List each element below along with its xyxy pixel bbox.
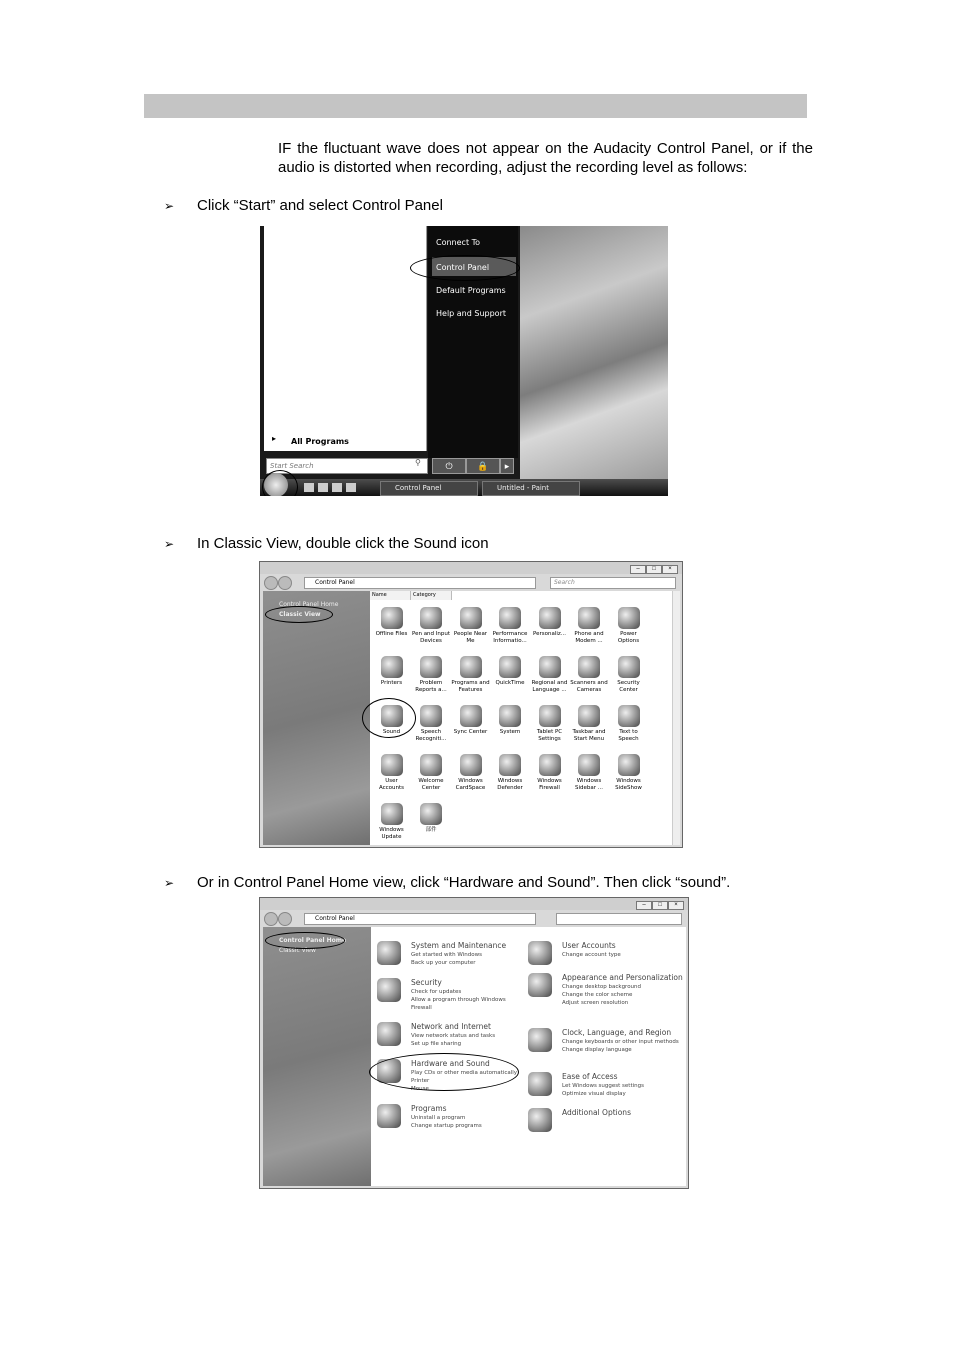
search-icon: ⚲ — [415, 458, 421, 467]
control-panel-item[interactable] — [570, 705, 609, 743]
control-panel-item[interactable] — [372, 656, 411, 687]
control-panel-item-label: Windows CardSpace — [455, 778, 486, 791]
power-button[interactable]: ⏻ — [432, 458, 466, 474]
control-panel-item[interactable] — [570, 754, 609, 792]
highlight-ellipse — [265, 606, 333, 623]
search-input[interactable] — [556, 913, 682, 925]
control-panel-item-label: Problem Reports a... — [415, 680, 447, 693]
minimize-button[interactable]: – — [636, 901, 652, 910]
category-sub-link[interactable]: Back up your computer — [411, 960, 476, 966]
control-panel-item-label: Speech Recogniti... — [415, 729, 447, 742]
control-panel-item[interactable] — [530, 656, 569, 694]
control-panel-item[interactable] — [609, 754, 648, 792]
control-panel-item-icon — [499, 754, 521, 776]
control-panel-item[interactable] — [412, 803, 451, 834]
control-panel-item-label: System — [499, 729, 521, 735]
control-panel-item[interactable] — [372, 803, 411, 841]
minimize-button[interactable]: – — [630, 565, 646, 574]
category-title-link[interactable]: Ease of Access — [562, 1072, 618, 1081]
window-titlebar — [260, 898, 688, 910]
quicklaunch-icon[interactable] — [346, 483, 356, 492]
column-header-name[interactable]: Name — [370, 591, 411, 600]
category-sub-link[interactable]: Check for updates — [411, 989, 462, 995]
category-sub-link[interactable]: Change startup programs — [411, 1123, 482, 1129]
control-panel-item-label: Tablet PC Settings — [536, 729, 563, 742]
control-panel-item-label: Power Options — [617, 631, 640, 644]
menu-item-control-panel[interactable]: Control Panel — [436, 263, 490, 272]
control-panel-item-label: Programs and Features — [451, 680, 490, 693]
control-panel-item-label: Pen and Input Devices — [411, 631, 451, 644]
window-titlebar — [260, 562, 682, 574]
category-sub-link[interactable]: Change account type — [562, 952, 621, 958]
category-sub-link[interactable]: Firewall — [411, 1005, 432, 1011]
control-panel-item-label: 部件 — [425, 827, 437, 833]
control-panel-item[interactable] — [609, 656, 648, 694]
sidebar-link-classic-view[interactable]: Classic View — [279, 611, 321, 618]
control-panel-item-label: Windows Firewall — [537, 778, 562, 791]
sidebar-link-home[interactable]: Control Panel Home — [279, 937, 347, 944]
category-sub-link[interactable]: Adjust screen resolution — [562, 1000, 629, 1006]
arrow-bullet-icon: ➢ — [164, 199, 175, 213]
section-header-bar — [144, 94, 807, 118]
control-panel-item-label: Welcome Center — [418, 778, 444, 791]
step-3 — [164, 873, 730, 893]
quicklaunch-icon[interactable] — [304, 483, 314, 492]
control-panel-item[interactable] — [412, 754, 451, 792]
arrow-bullet-icon: ➢ — [164, 537, 175, 551]
category-icon[interactable] — [528, 1108, 552, 1132]
search-input[interactable]: Search — [550, 577, 676, 589]
control-panel-item-label: Regional and Language ... — [531, 680, 568, 693]
control-panel-item-label: Windows Defender — [497, 778, 523, 791]
control-panel-item-icon — [460, 705, 482, 727]
category-icon[interactable] — [377, 1022, 401, 1046]
address-bar[interactable]: Control Panel — [304, 577, 536, 589]
category-title-link[interactable]: Hardware and Sound — [411, 1059, 490, 1068]
control-panel-item-label: Security Center — [617, 680, 640, 693]
task-pane — [263, 927, 371, 1186]
category-title-link[interactable]: Clock, Language, and Region — [562, 1028, 672, 1037]
control-panel-item-label: Windows SideShow — [615, 778, 642, 791]
categories-pane — [371, 927, 686, 1186]
control-panel-item-icon — [460, 656, 482, 678]
category-sub-link[interactable]: Uninstall a program — [411, 1115, 466, 1121]
category-sub-link[interactable]: View network status and tasks — [411, 1033, 496, 1039]
control-panel-item-icon — [420, 705, 442, 727]
control-panel-item[interactable] — [451, 754, 490, 792]
control-panel-item[interactable] — [412, 705, 451, 743]
classic-items-pane — [370, 591, 680, 845]
category-title-link[interactable]: Appearance and Personalization — [562, 973, 683, 982]
control-panel-item[interactable] — [451, 607, 490, 645]
category-icon[interactable] — [377, 941, 401, 965]
control-panel-item[interactable] — [451, 705, 490, 736]
control-panel-item-icon — [578, 607, 600, 629]
category-sub-link[interactable]: Get started with Windows — [411, 952, 482, 958]
close-button[interactable]: × — [668, 901, 684, 910]
maximize-button[interactable]: □ — [646, 565, 662, 574]
control-panel-item-label: Windows Sidebar ... — [574, 778, 603, 791]
step-3-text: Or in Control Panel Home view, click “Hardware and Sound”. Then click “sound”. — [197, 874, 731, 891]
control-panel-item[interactable] — [372, 607, 411, 638]
lock-button[interactable]: 🔒 — [466, 458, 500, 474]
control-panel-item-icon — [618, 705, 640, 727]
control-panel-item[interactable] — [530, 754, 569, 792]
highlight-ellipse — [265, 932, 345, 949]
control-panel-item[interactable] — [491, 607, 530, 645]
control-panel-item[interactable] — [609, 607, 648, 645]
chevron-right-icon: ▸ — [272, 434, 277, 443]
sidebar-link-classic-view[interactable]: Classic View — [279, 947, 316, 954]
category-sub-link[interactable]: Play CDs or other media automatically — [411, 1070, 518, 1076]
control-panel-item-icon — [618, 656, 640, 678]
control-panel-item-icon — [499, 607, 521, 629]
column-header-category[interactable]: Category — [411, 591, 452, 600]
category-sub-link[interactable]: Mouse — [411, 1086, 429, 1092]
control-panel-item-icon — [618, 607, 640, 629]
all-programs-link[interactable]: All Programs — [291, 437, 349, 446]
control-panel-item[interactable] — [609, 705, 648, 743]
control-panel-item[interactable] — [451, 656, 490, 694]
control-panel-item-label: Personaliz... — [532, 631, 567, 637]
category-sub-link[interactable]: Let Windows suggest settings — [562, 1083, 644, 1089]
start-highlight-ellipse — [262, 470, 298, 496]
control-panel-item-label: Performance Informatio... — [492, 631, 528, 644]
control-panel-item-icon — [420, 754, 442, 776]
category-sub-link[interactable]: Change desktop background — [562, 984, 642, 990]
back-button[interactable] — [264, 912, 278, 926]
category-title-link[interactable]: Additional Options — [562, 1108, 631, 1117]
control-panel-item-icon — [420, 607, 442, 629]
control-panel-item-icon — [539, 607, 561, 629]
forward-button[interactable] — [278, 576, 292, 590]
control-panel-item-icon — [578, 656, 600, 678]
quicklaunch-icon[interactable] — [332, 483, 342, 492]
control-panel-item-icon — [381, 656, 403, 678]
category-icon[interactable] — [528, 941, 552, 965]
vertical-scrollbar[interactable] — [672, 591, 680, 845]
category-sub-link[interactable]: Allow a program through Windows — [411, 997, 506, 1003]
control-panel-item[interactable] — [530, 607, 569, 638]
control-panel-item-label: Sound — [382, 729, 401, 735]
sidebar-link-home[interactable]: Control Panel Home — [279, 601, 339, 608]
control-panel-item-icon — [381, 803, 403, 825]
control-panel-item[interactable] — [570, 656, 609, 694]
taskbar-button-paint[interactable]: Untitled - Paint — [482, 481, 580, 496]
control-panel-item-label: Text to Speech — [618, 729, 639, 742]
maximize-button[interactable]: □ — [652, 901, 668, 910]
control-panel-item-label: Phone and Modem ... — [574, 631, 604, 644]
forward-button[interactable] — [278, 912, 292, 926]
category-icon[interactable] — [377, 978, 401, 1002]
task-pane — [263, 591, 370, 845]
category-sub-link[interactable]: Change the color scheme — [562, 992, 633, 998]
category-icon[interactable] — [528, 1028, 552, 1052]
category-title-link[interactable]: Programs — [411, 1104, 447, 1113]
control-panel-item-icon — [578, 705, 600, 727]
menu-item-help-and-support[interactable]: Help and Support — [436, 309, 506, 318]
category-sub-link[interactable]: Optimize visual display — [562, 1091, 626, 1097]
category-sub-link[interactable]: Change display language — [562, 1047, 632, 1053]
control-panel-item-label: QuickTime — [495, 680, 525, 686]
control-panel-item-icon — [460, 607, 482, 629]
step-2-text: In Classic View, double click the Sound icon — [197, 535, 489, 552]
step-1-text: Click “Start” and select Control Panel — [197, 197, 443, 214]
control-panel-item-label: User Accounts — [378, 778, 405, 791]
category-icon[interactable] — [377, 1104, 401, 1128]
sound-highlight-ellipse — [362, 698, 416, 738]
control-panel-item[interactable] — [530, 705, 569, 743]
hardware-highlight-ellipse — [369, 1053, 519, 1091]
control-panel-item[interactable] — [372, 754, 411, 792]
control-panel-item-icon — [499, 656, 521, 678]
quicklaunch-icon[interactable] — [318, 483, 328, 492]
control-panel-item-icon — [539, 705, 561, 727]
control-panel-item-icon — [539, 656, 561, 678]
control-panel-item-label: People Near Me — [453, 631, 488, 644]
control-panel-item-label: Printers — [380, 680, 403, 686]
control-panel-item-label: Taskbar and Start Menu — [572, 729, 606, 742]
arrow-bullet-icon: ➢ — [164, 876, 175, 890]
classic-view-window — [259, 561, 683, 848]
category-icon[interactable] — [528, 1072, 552, 1096]
control-panel-item-icon — [381, 607, 403, 629]
step-1 — [164, 196, 443, 216]
control-panel-item-icon — [420, 803, 442, 825]
start-menu-screenshot — [260, 226, 668, 496]
control-panel-item[interactable] — [491, 754, 530, 792]
control-panel-item-label: Sync Center — [453, 729, 488, 735]
back-button[interactable] — [264, 576, 278, 590]
control-panel-item[interactable] — [570, 607, 609, 645]
address-bar[interactable]: Control Panel — [304, 913, 536, 925]
intro-paragraph: IF the fluctuant wave does not appear on the Audacity Control Panel, or if the audio is distorted when recording, adjust the recording level as follows: — [278, 140, 813, 176]
control-panel-item[interactable] — [412, 607, 451, 645]
control-panel-item[interactable] — [412, 656, 451, 694]
control-panel-item-label: Offline Files — [375, 631, 408, 637]
control-panel-item-icon — [499, 705, 521, 727]
control-panel-item-label: Scanners and Cameras — [570, 680, 608, 693]
category-sub-link[interactable]: Change keyboards or other input methods — [562, 1039, 679, 1045]
start-search-input[interactable]: Start Search — [266, 458, 428, 474]
category-title-link[interactable]: User Accounts — [562, 941, 616, 950]
control-panel-item-icon — [618, 754, 640, 776]
control-panel-item-icon — [420, 656, 442, 678]
control-panel-item-icon — [539, 754, 561, 776]
category-title-link[interactable]: System and Maintenance — [411, 941, 507, 950]
category-title-link[interactable]: Security — [411, 978, 442, 987]
menu-item-connect-to[interactable]: Connect To — [436, 238, 481, 247]
category-sub-link[interactable]: Set up file sharing — [411, 1041, 462, 1047]
control-panel-item-icon — [460, 754, 482, 776]
home-view-window — [259, 897, 689, 1189]
step-2 — [164, 534, 489, 554]
shutdown-options-button[interactable]: ▸ — [500, 458, 514, 474]
control-panel-item[interactable] — [491, 705, 530, 736]
taskbar-button-control-panel[interactable]: Control Panel — [380, 481, 478, 496]
desktop-background — [520, 226, 668, 482]
control-panel-item[interactable] — [491, 656, 530, 687]
highlight-ellipse — [410, 255, 520, 281]
start-menu-programs-pane — [264, 226, 427, 451]
control-panel-item-label: Windows Update — [379, 827, 404, 840]
close-button[interactable]: × — [662, 565, 678, 574]
category-sub-link[interactable]: Printer — [411, 1078, 430, 1084]
control-panel-item-icon — [381, 754, 403, 776]
category-icon[interactable] — [528, 973, 552, 997]
control-panel-item-icon — [578, 754, 600, 776]
menu-item-default-programs[interactable]: Default Programs — [436, 286, 506, 295]
category-title-link[interactable]: Network and Internet — [411, 1022, 491, 1031]
